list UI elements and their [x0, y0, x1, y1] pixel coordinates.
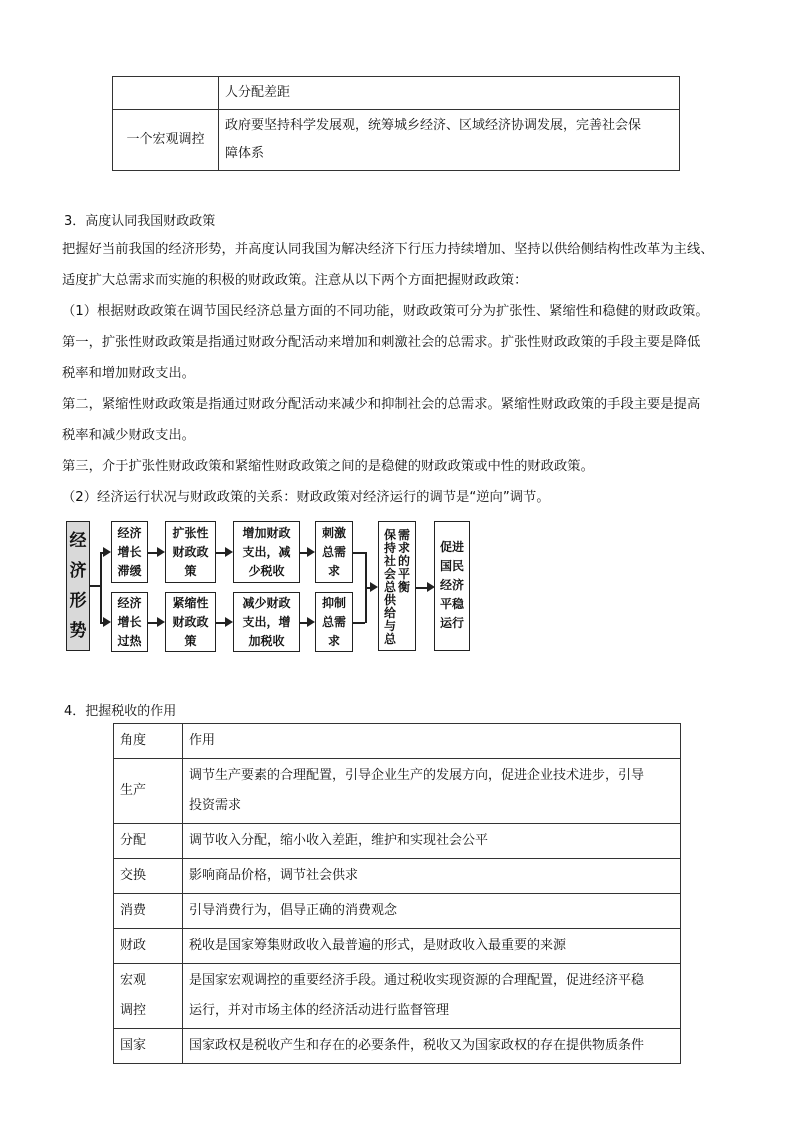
table-header-cell: 作用 [183, 724, 681, 759]
paragraph-line: 税率和增加财政支出。 [62, 366, 195, 381]
table-row [114, 1029, 681, 1064]
box-line: 增长 [117, 545, 142, 559]
connector-line [100, 552, 102, 622]
box-char: 给 [383, 606, 396, 620]
table-cell: 交换 [114, 859, 183, 894]
table-row [114, 894, 681, 929]
tax-role-table [113, 723, 681, 1064]
table-cell: 一个宏观调控 [113, 110, 219, 171]
box-char: 总 [383, 580, 396, 594]
box-char: 总 [383, 632, 396, 646]
paragraph-line: 第二，紧缩性财政政策是指通过财政分配活动来减少和抑制社会的总需求。紧缩性财政政策的手段主要是提高 [62, 397, 701, 412]
box-line: 紧缩性 [172, 596, 209, 610]
goal-box [434, 521, 470, 651]
section-4-heading: 4．把握税收的作用 [64, 704, 177, 719]
box-line: 财政政 [172, 615, 209, 629]
cell-line: 是国家宏观调控的重要经济手段。通过税收实现资源的合理配置，促进经济平稳 [189, 973, 645, 988]
box-line: 求 [327, 564, 340, 578]
table-cell [114, 964, 183, 1029]
box-line: 经济 [117, 526, 142, 540]
box-line: 扩张性 [172, 526, 209, 540]
bottom-effect-box [315, 592, 353, 652]
box-line: 过热 [117, 634, 142, 648]
table-cell: 国家政权是税收产生和存在的必要条件，税收又为国家政权的存在提供物质条件 [183, 1029, 681, 1064]
box-line: 经济 [439, 578, 464, 592]
box-line: 促进 [439, 540, 464, 554]
arrow-head-icon [225, 547, 233, 557]
box-line: 求 [327, 634, 340, 648]
box-line: 支出，增 [242, 615, 291, 629]
top-policy-box [165, 521, 216, 583]
box-line: 财政政 [172, 545, 209, 559]
box-line: 抑制 [321, 596, 346, 610]
box-char: 会 [383, 567, 396, 581]
cell-line: 障体系 [225, 146, 265, 161]
box-line: 少税收 [248, 564, 285, 578]
bottom-policy-box [165, 592, 216, 652]
cell-line: 运行，并对市场主体的经济活动进行监督管理 [189, 1003, 450, 1018]
paragraph-line: （1）根据财政政策在调节国民经济总量方面的不同功能，财政政策可分为扩张性、紧缩性和稳健的财政政策。 [62, 304, 709, 319]
arrow-head-icon [225, 617, 233, 627]
table-cell: 人分配差距 [219, 77, 680, 110]
section-3-body [62, 234, 738, 513]
table-cell [113, 77, 219, 110]
box-line: 支出，减 [242, 545, 291, 559]
table-cell [183, 964, 681, 1029]
arrow-head-icon [103, 617, 111, 627]
table-cell [183, 759, 681, 824]
table-header-row [114, 724, 681, 759]
box-line: 总需 [321, 615, 346, 629]
box-line: 运行 [439, 616, 464, 630]
table-header-cell: 角度 [114, 724, 183, 759]
arrow-head-icon [370, 582, 378, 592]
box-char: 持 [383, 541, 396, 555]
box-line: 策 [184, 564, 197, 578]
top-measure-box [233, 521, 300, 583]
table-cell: 消费 [114, 894, 183, 929]
box-char: 平 [398, 567, 411, 581]
box-line: 减少财政 [242, 596, 291, 610]
table-cell: 财政 [114, 929, 183, 964]
table-row [113, 110, 680, 171]
box-line: 策 [184, 634, 197, 648]
cell-line: 调节生产要素的合理配置，引导企业生产的发展方向，促进企业技术进步，引导 [189, 768, 645, 783]
paragraph-line: 第一，扩张性财政政策是指通过财政分配活动来增加和刺激社会的总需求。扩张性财政政策的手段主要是降低 [62, 335, 701, 350]
economic-situation-box [66, 521, 90, 651]
table-row [114, 964, 681, 1029]
box-line: 平稳 [439, 597, 464, 611]
box-char: 社 [383, 554, 396, 568]
box-line: 加税收 [248, 634, 285, 648]
top-state-box [111, 521, 148, 583]
table-cell: 税收是国家筹集财政收入最普遍的形式，是财政收入最重要的来源 [183, 929, 681, 964]
table-cell: 调节收入分配，缩小收入差距，维护和实现社会公平 [183, 824, 681, 859]
arrow-head-icon [157, 617, 165, 627]
table-row [114, 759, 681, 824]
box-line: 增加财政 [242, 526, 291, 540]
bottom-state-box [111, 592, 148, 652]
balance-box [378, 521, 416, 651]
box-char: 保 [383, 528, 396, 542]
connector-line [353, 622, 365, 624]
cell-line: 政府要坚持科学发展观，统筹城乡经济、区域经济协调发展，完善社会保 [225, 118, 642, 133]
box-char: 形 [69, 591, 87, 611]
bottom-measure-box [233, 592, 300, 652]
box-char: 供 [383, 593, 396, 607]
box-line: 滞缓 [117, 564, 142, 578]
box-char: 势 [69, 621, 87, 641]
table-row [114, 929, 681, 964]
box-char: 经 [69, 531, 87, 551]
paragraph-line: 把握好当前我国的经济形势，并高度认同我国为解决经济下行压力持续增加、坚持以供给侧结构性改革为主线、 [62, 242, 714, 257]
box-line: 增长 [117, 615, 142, 629]
balance-col [398, 529, 410, 650]
cell-line: 投资需求 [189, 798, 242, 813]
box-char: 的 [398, 554, 411, 568]
table-cell: 生产 [114, 759, 183, 824]
table-row [114, 824, 681, 859]
box-char: 济 [69, 561, 87, 581]
table-cell [219, 110, 680, 171]
table-cell: 分配 [114, 824, 183, 859]
cell-line: 调控 [120, 1003, 147, 1018]
connector-line [353, 552, 365, 554]
arrow-head-icon [157, 547, 165, 557]
table-cell: 影响商品价格，调节社会供求 [183, 859, 681, 894]
top-table [112, 76, 680, 171]
section-3-heading: 3．高度认同我国财政政策 [64, 214, 216, 229]
table-row [113, 77, 680, 110]
table-row [114, 859, 681, 894]
box-char: 求 [398, 541, 411, 555]
arrow-head-icon [307, 547, 315, 557]
box-char: 需 [398, 528, 411, 542]
table-cell: 国家 [114, 1029, 183, 1064]
box-line: 刺激 [321, 526, 346, 540]
box-char: 衡 [398, 580, 411, 594]
box-line: 经济 [117, 596, 142, 610]
balance-col [384, 529, 396, 650]
box-char: 与 [383, 619, 396, 633]
paragraph-line: 适度扩大总需求而实施的积极的财政政策。注意从以下两个方面把握财政政策： [62, 273, 528, 288]
paragraph-line: （2）经济运行状况与财政政策的关系：财政政策对经济运行的调节是“逆向”调节。 [62, 490, 550, 505]
top-effect-box [315, 521, 353, 583]
box-line: 总需 [321, 545, 346, 559]
table-cell: 引导消费行为，倡导正确的消费观念 [183, 894, 681, 929]
paragraph-line: 第三，介于扩张性财政政策和紧缩性财政政策之间的是稳健的财政政策或中性的财政政策。 [62, 459, 594, 474]
paragraph-line: 税率和减少财政支出。 [62, 428, 195, 443]
arrow-head-icon [307, 617, 315, 627]
connector-line [90, 585, 100, 587]
arrow-head-icon [103, 547, 111, 557]
box-line: 国民 [439, 559, 464, 573]
cell-line: 宏观 [120, 973, 147, 988]
